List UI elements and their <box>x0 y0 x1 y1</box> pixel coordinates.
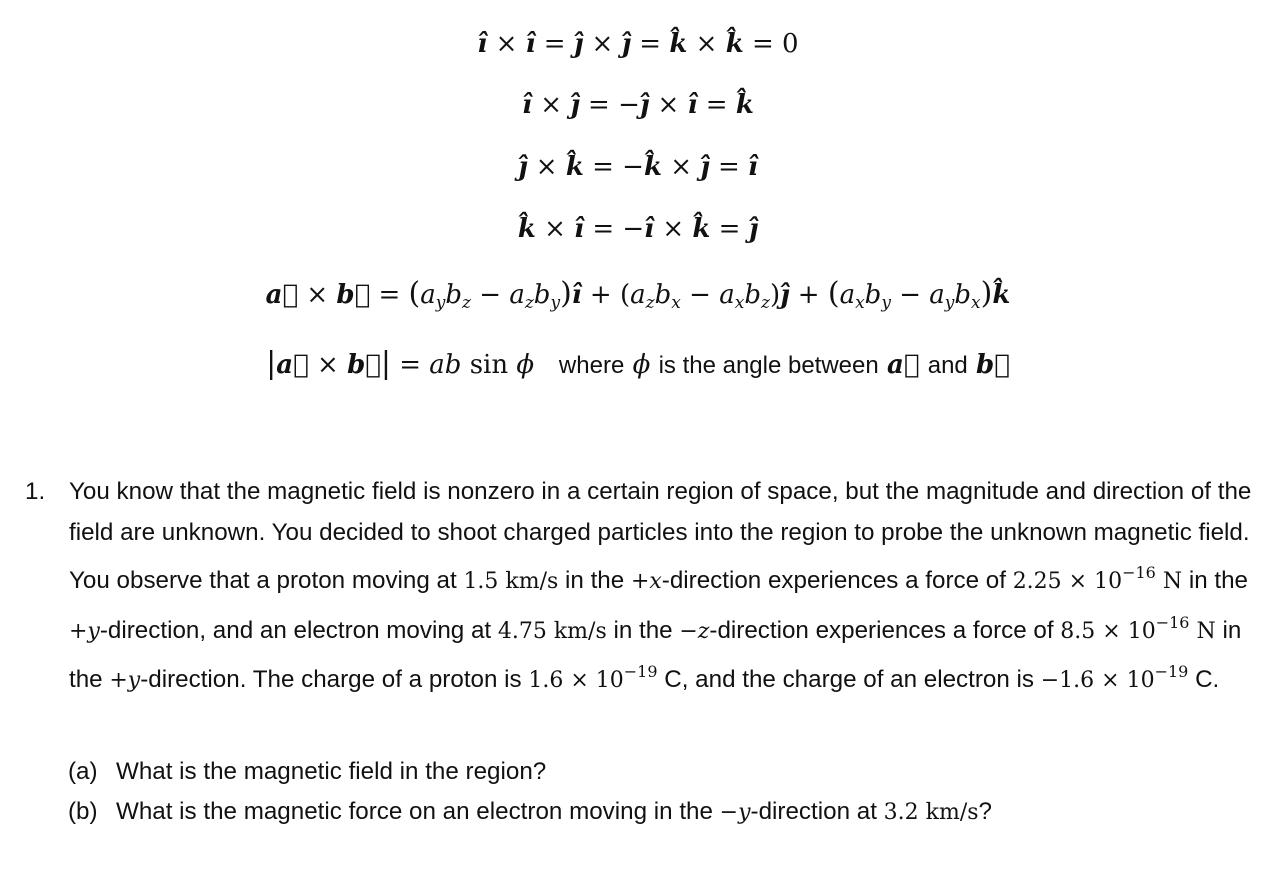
electron-force-mantissa: 8.5 × 10 <box>1060 618 1156 644</box>
cross-product-formula: a⃗ × b⃗ = ($a_yb_z$ − $a_zb_y)î + (a_zb_x$ − $a_xb_z)ĵ + (a_xb_y$ − $a_yb_x)k̂$ <box>265 276 1011 313</box>
sub-questions <box>68 752 992 833</box>
electron-force-direction: +y <box>109 668 141 693</box>
question-b-text-mid: -direction at <box>750 798 884 825</box>
question-a <box>68 752 992 792</box>
electron-charge-exponent: −19 <box>1154 662 1189 681</box>
identity-self-products: î × î = ĵ × ĵ = k̂ × k̂ = 0 <box>477 29 799 59</box>
electron-charge-mantissa: −1.6 × 10 <box>1040 668 1155 693</box>
electron-speed: 4.75 km/s <box>497 618 607 644</box>
identity-i-cross-j: î × ĵ = −ĵ × î = k̂ <box>522 90 754 120</box>
question-a-text: What is the magnetic field in the region? <box>116 758 547 785</box>
electron-force-unit: N <box>1189 618 1216 644</box>
question-b-text-end: ? <box>978 798 992 825</box>
problem-text-run: -direction. The charge of a proton is <box>140 666 529 693</box>
problem-text-run: -direction, and an electron moving at <box>99 616 498 644</box>
question-b-speed: 3.2 km/s <box>883 800 979 825</box>
problem-text <box>69 472 1255 702</box>
problem-text-run: in the <box>606 616 680 644</box>
question-b-label: (b) <box>68 798 98 825</box>
proton-charge-exponent: −19 <box>623 662 658 681</box>
problem-text-run: in the <box>1182 567 1248 594</box>
problem-text-run: -direction experiences a force of <box>709 616 1061 644</box>
identity-k-cross-i: k̂ × î = −î × k̂ = ĵ <box>517 214 759 244</box>
cross-product-magnitude: |a⃗ × b⃗| = ab sin ϕ where ϕ is the angle between a⃗ and b⃗ <box>266 346 1010 381</box>
where-text: where <box>558 352 625 379</box>
proton-direction: +x <box>630 569 662 594</box>
question-b-text: What is the magnetic force on an electron moving in the <box>116 798 720 825</box>
proton-charge-mantissa: 1.6 × 10 <box>528 668 624 693</box>
problem-text-run: -direction experiences a force of <box>661 567 1013 594</box>
problem-text-run: C, and the charge of an electron is <box>657 666 1041 693</box>
identity-j-cross-k: ĵ × k̂ = −k̂ × ĵ = î <box>518 152 758 182</box>
electron-direction: −z <box>679 618 710 644</box>
proton-force-direction: +y <box>69 618 100 644</box>
problem-text-run: in the <box>69 616 1242 693</box>
proton-force-unit: N <box>1155 569 1183 594</box>
proton-force-exponent: −16 <box>1122 563 1156 582</box>
question-b <box>68 792 992 833</box>
proton-speed: 1.5 km/s <box>463 569 559 594</box>
problem-text-run: You know that the magnetic field is nonzero in a certain region of space, but the magnitude and direction of the field are unknown. You decided to shoot charged particles into the region to probe the unknown magnetic field. You observe that a proton moving at <box>69 478 1252 594</box>
and-text: and <box>927 352 968 379</box>
problem-1 <box>25 472 1255 702</box>
angle-text: is the angle between <box>658 352 879 379</box>
electron-force-exponent: −16 <box>1155 612 1190 632</box>
proton-force-mantissa: 2.25 × 10 <box>1012 569 1123 594</box>
problem-text-run: C. <box>1188 666 1220 693</box>
question-a-label: (a) <box>68 758 98 785</box>
question-b-direction: −y <box>719 800 751 825</box>
problem-text-run: in the <box>558 567 631 594</box>
problem-number: 1. <box>25 478 46 505</box>
